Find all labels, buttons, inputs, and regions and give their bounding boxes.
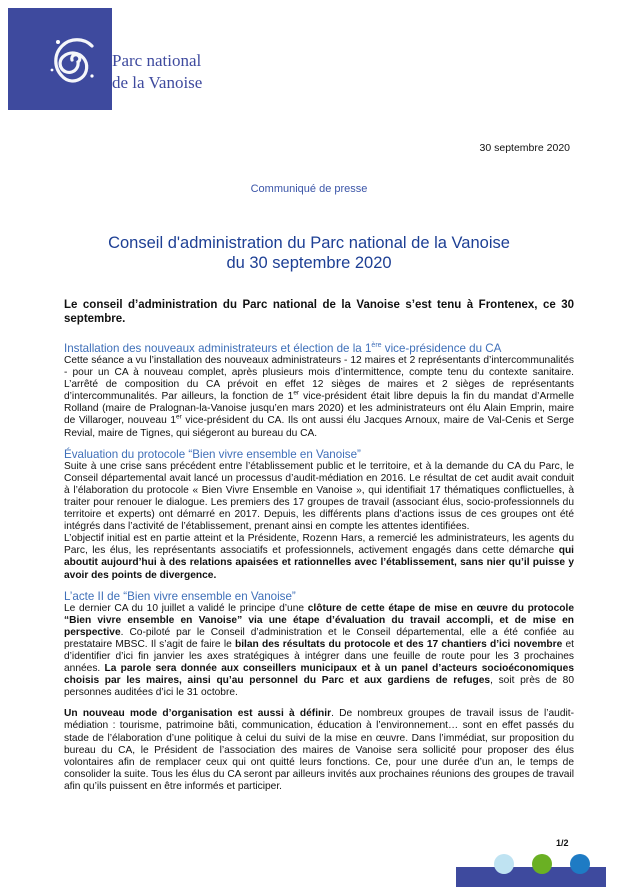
section-paragraph: Un nouveau mode d’organisation est aussi à définir. De nombreux groupes de travail issus de l’audit-médiation : tourisme, patrimoine bâti, communication, éducation à l’environnement… sont en effet passés du stade de l’élaboration d’une politique à celui du suivi de la mise en œuvre. Dans l’immédiat, sur proposition du bureau du CA, le Président de l’association des maires de Vanoise sera sollicité pour proposer des élus volontaires afin de remplacer ceux qui ont quitté leurs fonctions. Ce, pour une durée d’un an, le temps de consolider la suite. Tous les élus du CA seront par ailleurs invités aux prochaines réunions des groupes de travail afin qu’ils puissent en être informés et participer. [64, 708, 574, 792]
document-date: 30 septembre 2020 [479, 142, 570, 154]
page-title [0, 233, 618, 273]
section-paragraph: L’objectif initial est en partie atteint et la Présidente, Rozenn Hars, a remercié les administrateurs, les agents du Parc, les élus, les représentants associatifs et professionnels, activement engagés dans cette démarche qui aboutit aujourd’hui à des relations apaisées et rationnelles avec l’établissement, sans nier qu’il puisse y avoir des points de divergence. [64, 533, 574, 581]
logo-text-line2: de la Vanoise [112, 73, 203, 92]
logo-text-line1: Parc national [112, 51, 202, 70]
logo [8, 8, 226, 110]
footer-dot-green [532, 854, 552, 874]
footer-dot-light-blue [494, 854, 514, 874]
section-heading: Installation des nouveaux administrateurs et élection de la 1ère vice-présidence du CA [64, 342, 502, 355]
section-installation [64, 342, 574, 440]
title-line-2: du 30 septembre 2020 [226, 254, 392, 272]
section-acte-ii [64, 590, 574, 793]
page-number: 1/2 [556, 838, 569, 848]
section-heading: L’acte II de “Bien vivre ensemble en Vanoise” [64, 589, 296, 603]
section-paragraph: Le dernier CA du 10 juillet a validé le principe d’une clôture de cette étape de mise en œuvre du protocole “Bien vivre ensemble en Vanoise” via une étape d’évaluation du travail accompli, et de mise en perspective. Co-piloté par le Conseil d’administration et le Conseil départemental, elle a été confiée au prestataire MBSC. Il s’agit de faire le bilan des résultats du protocole et des 17 chantiers d’ici novembre et d’identifier d’ici fin janvier les axes stratégiques à intégrer dans une feuille de route pour les 3 prochaines années. La parole sera donnée aux conseillers municipaux et à un panel d’acteurs socioéconomiques choisis par les maires, ainsi qu’au personnel du Parc et aux gardiens de refuges, soit près de 80 personnes auditées d’ici le 31 octobre. [64, 602, 575, 699]
section-evaluation [64, 448, 574, 582]
section-heading: Évaluation du protocole “Bien vivre ensemble en Vanoise” [64, 447, 361, 461]
footer-dot-blue [570, 854, 590, 874]
document-body [64, 298, 574, 801]
section-paragraph: Cette séance a vu l’installation des nouveaux administrateurs - 12 maires et 2 représentants d’intercommunalités - pour un CA à nouveau complet, après plusieurs mois d’intermittence, compte tenu du contexte sanitaire. L’arrêté de composition du CA prévoit en effet 12 sièges de maires et 2 sièges de représentants d’intercommunalités. Par ailleurs, la fonction de 1er vice-président était libre depuis la fin du mandat d’Armelle Rolland (maire de Pralognan-la-Vanoise jusqu’en mars 2020) et les administrateurs ont élu Alain Emprin, maire de Villaroger, nouveau 1er vice-président du CA. Ils ont aussi élu Jacques Arnoux, maire de Val-Cenis et Serge Revial, maire de Tignes, qui siégeront au bureau du CA. [64, 355, 574, 439]
lead-paragraph: Le conseil d’administration du Parc national de la Vanoise s’est tenu à Frontenex, ce 30 septembre. [64, 299, 574, 325]
section-paragraph: Suite à une crise sans précédent entre l’établissement public et le territoire, et à la demande du CA du Parc, le Conseil départemental avait lancé un processus d’audit-médiation en 2016. Le résultat de cet audit avait conduit à l’élaboration du protocole « Bien Vivre Ensemble en Vanoise », qui identifiait 17 thématiques conflictuelles, à traiter pour renouer le dialogue. Les premiers des 17 groupes de travail (associant élus, socio-professionnels du territoire et experts) ont démarré en 2017. Depuis, les différents plans d’actions issus de ces groupes ont été intégrés dans l’activité de l’établissement, prenant ainsi en compte les attentes identifiées. [64, 460, 574, 533]
press-release-label: Communiqué de presse [250, 183, 368, 195]
title-line-1: Conseil d'administration du Parc national de la Vanoise [108, 234, 510, 252]
spiral-logo-icon [44, 30, 104, 90]
